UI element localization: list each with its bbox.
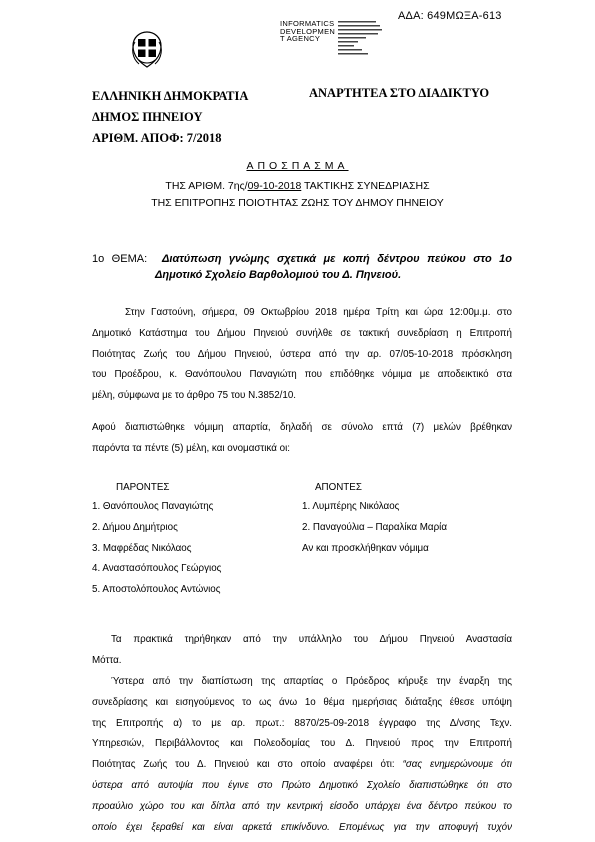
list-item: 5. Αποστολόπουλος Αντώνιος: [92, 584, 221, 596]
paragraph-line: Αφού διαπιστώθηκε νόμιμη απαρτία, δηλαδή σε σύνολο επτά (7) μελών βρέθηκαν: [92, 422, 512, 433]
subject-line-1: [92, 253, 512, 265]
paragraph-line: Δημοτικό Κατάστημα του Δήμου Πηνειού συνήλθε σε τακτική συνεδρίαση η Επιτροπή: [92, 327, 512, 339]
paragraph-line: Τα πρακτικά τηρήθηκαν από την υπάλληλο του Δήμου Πηνειού Αναστασία: [111, 634, 512, 645]
publish-online-label: ΑΝΑΡΤΗΤΕΑ ΣΤΟ ΔΙΑΔΙΚΤΥΟ: [309, 86, 490, 100]
quote-line: προαύλιο χώρο του και δίπλα από την κεντρική είσοδο υπάρχει ένα δέντρο πεύκου το: [92, 800, 512, 812]
session-line: [0, 180, 595, 192]
paragraph-line: παρόντα τα πέντε (5) μέλη, και ονομαστικά οι:: [92, 442, 290, 454]
paragraph-line: [92, 755, 512, 776]
list-item: 2. Παναγούλια – Παραλίκα Μαρία: [302, 521, 447, 533]
list-item: Αν και προσκλήθηκαν νόμιμα: [302, 542, 429, 554]
quote-line: οποίο έχει ξεραθεί και είναι αρκετά επικίνδυνο. Επομένως για την αποφυγή τυχόν: [92, 821, 512, 833]
paragraph-line: της Επιτροπής α) το με αρ. πρωτ.: 8870/25-09-2018 έγγραφο της Δ/νσης Τεχν.: [92, 717, 512, 729]
session-suffix: ΤΑΚΤΙΚΗΣ ΣΥΝΕΔΡΙΑΣΗΣ: [301, 180, 430, 192]
committee-line: ΤΗΣ ΕΠΙΤΡΟΠΗΣ ΠΟΙΟΤΗΤΑΣ ΖΩΗΣ ΤΟΥ ΔΗΜΟΥ ΠΗΝΕΙΟΥ: [151, 197, 444, 209]
list-item: 1. Λυμπέρης Νικόλαος: [302, 501, 400, 512]
ada-code: ΑΔΑ: 649ΜΩΞΑ-613: [398, 10, 502, 22]
paragraph-proposal: [92, 672, 512, 838]
greek-emblem-icon: [125, 28, 169, 72]
list-item: 4. Αναστασόπουλος Γεώργιος: [92, 563, 222, 575]
paragraph-line: Ύστερα από την διαπίστωση της απαρτίας ο Πρόεδρος κήρυξε την έναρξη της: [111, 676, 512, 687]
quote-line: ύστερα από αυτοψία που έγινε στο Πρώτο Δημοτικό Σχολείο διαπιστώθηκε ότι στο: [92, 779, 512, 791]
paragraph-minutes: [92, 630, 512, 672]
subject-text-2: Δημοτικό Σχολείο Βαρθολομιού του Δ. Πηνειού.: [155, 269, 402, 281]
list-item: 2. Δήμου Δημήτριος: [92, 521, 178, 533]
agency-line-2: DEVELOPMEN: [280, 26, 336, 36]
paragraph-line: Ποιότητας Ζωής του Δήμου Πηνειού, ύστερα από την αρ. 07/05-10-2018 πρόσκληση: [92, 348, 512, 360]
paragraph-quorum: [92, 418, 512, 460]
republic-label: ΕΛΛΗΝΙΚΗ ΔΗΜΟΚΡΑΤΙΑ: [92, 89, 249, 103]
present-list: [92, 497, 221, 601]
subject-label: 1ο ΘΕΜΑ:: [92, 253, 148, 265]
subject-text-1: Διατύπωση γνώμης σχετικά με κοπή δέντρου πεύκου στο 1ο: [162, 253, 512, 265]
absent-header: ΑΠΟΝΤΕΣ: [315, 482, 362, 493]
absent-list: [302, 497, 447, 559]
agency-line-3: T AGENCY: [280, 34, 321, 43]
session-date: 09-10-2018: [247, 180, 302, 192]
municipality-label: ΔΗΜΟΣ ΠΗΝΕΙΟΥ: [92, 110, 203, 124]
header-left: [92, 86, 248, 149]
decision-number: ΑΡΙΘΜ. ΑΠΟΦ: 7/2018: [92, 131, 222, 145]
paragraph-line-text: Ποιότητας Ζωής του Δ. Πηνειού και στο οποίο αναφέρει ότι:: [92, 759, 395, 771]
paragraph-line: του Προέδρου, κ. Θανόπουλου Παναγιώτη που επιδόθηκε νόμιμα με αποδεικτικό στα: [92, 369, 512, 381]
quote-start: “σας ενημερώνουμε ότι: [402, 759, 512, 771]
present-header: ΠΑΡΟΝΤΕΣ: [116, 482, 170, 493]
paragraph-line: Υπηρεσιών, Περιβάλλοντος και Πολεοδομίας του Δ. Πηνειού προς την Επιτροπή: [92, 738, 512, 750]
document-heading: ΑΠΟΣΠΑΣΜΑ: [246, 160, 349, 172]
paragraph-opening: [92, 303, 512, 407]
paragraph-line: μέλη, σύμφωνα με το άρθρο 75 του Ν.3852/10.: [92, 390, 297, 402]
agency-line-1: INFORMATICS: [280, 19, 335, 28]
agency-logo: [280, 20, 335, 43]
paragraph-line: συνεδρίασης και εισηγούμενος το ως άνω 1ο θέμα ημερήσιας διάταξης έθεσε υπόψη: [92, 696, 512, 708]
paragraph-line: Μόττα.: [92, 654, 122, 666]
list-item: 3. Μαφρέδας Νικόλαος: [92, 542, 192, 554]
session-prefix: ΤΗΣ ΑΡΙΘΜ. 7ης/: [165, 180, 248, 192]
list-item: 1. Θανόπουλος Παναγιώτης: [92, 501, 214, 512]
paragraph-line: Στην Γαστούνη, σήμερα, 09 Οκτωβρίου 2018 ημέρα Τρίτη και ώρα 12:00μ.μ. στο: [125, 307, 512, 318]
agency-fine-print-icon: [338, 20, 400, 60]
